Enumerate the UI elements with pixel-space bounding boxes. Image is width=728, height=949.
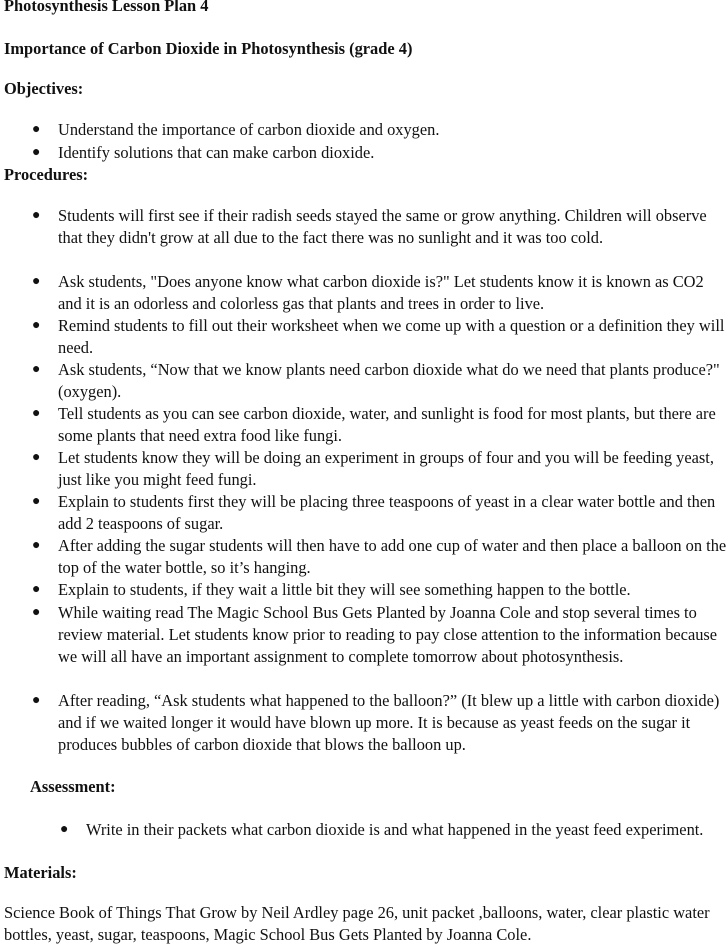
materials-heading: Materials: — [4, 863, 77, 882]
document-title: Photosynthesis Lesson Plan 4 — [4, 0, 209, 15]
procedure-text: Explain to students first they will be placing three teaspoons of yeast in a clear water bottle and then add 2 teaspoons of sugar. — [58, 492, 716, 533]
assessment-text: Write in their packets what carbon dioxide is and what happened in the yeast feed experiment. — [86, 820, 704, 839]
objective-text: Understand the importance of carbon dioxide and oxygen. — [58, 120, 440, 139]
procedure-text: After adding the sugar students will then have to add one cup of water and then place a balloon on the top of the water bottle, so it’s hanging. — [58, 536, 727, 577]
bullet-icon: ● — [32, 494, 41, 509]
procedure-text: Remind students to fill out their worksheet when we come up with a question or a definition they will need. — [58, 316, 725, 357]
bullet-icon: ● — [32, 406, 41, 421]
procedure-text: Students will first see if their radish seeds stayed the same or grow anything. Children will observe that they didn't grow at all due to the fact there was no sunlight and it was too cold. — [58, 206, 707, 247]
procedure-text: Explain to students, if they wait a little bit they will see something happen to the bottle. — [58, 580, 631, 599]
document-subtitle: Importance of Carbon Dioxide in Photosynthesis (grade 4) — [4, 39, 413, 58]
objective-text: Identify solutions that can make carbon dioxide. — [58, 143, 375, 162]
bullet-icon: ● — [32, 538, 41, 553]
bullet-icon: ● — [32, 318, 41, 333]
bullet-icon: ● — [32, 122, 41, 137]
objectives-heading: Objectives: — [4, 79, 84, 98]
procedure-text: Let students know they will be doing an experiment in groups of four and you will be feeding yeast, just like you might feed fungi. — [58, 448, 714, 489]
procedure-text: While waiting read The Magic School Bus Gets Planted by Joanna Cole and stop several times to review material. Let students know prior to reading to pay close attention to the information because we will all have an important assignment to complete tomorrow about photosynthesis. — [58, 603, 718, 666]
bullet-icon: ● — [32, 605, 41, 620]
procedure-text: Ask students, “Now that we know plants need carbon dioxide what do we need that plants produce?" (oxygen). — [58, 360, 720, 401]
bullet-icon: ● — [32, 450, 41, 465]
materials-text: Science Book of Things That Grow by Neil Ardley page 26, unit packet ,balloons, water, clear plastic water bottles, yeast, sugar, teaspoons, Magic School Bus Gets Planted by Joanna Cole. — [4, 903, 710, 944]
assessment-heading: Assessment: — [30, 777, 116, 796]
bullet-icon: ● — [32, 145, 41, 160]
bullet-icon: ● — [32, 582, 41, 597]
procedure-text: After reading, “Ask students what happened to the balloon?” (It blew up a little with carbon dioxide) and if we waited longer it would have blown up more. It is because as yeast feeds on the sugar it produces bubbles of carbon dioxide that blows the balloon up. — [58, 691, 720, 754]
bullet-icon: ● — [32, 208, 41, 223]
bullet-icon: ● — [32, 693, 41, 708]
bullet-icon: ● — [32, 362, 41, 377]
procedure-text: Ask students, "Does anyone know what carbon dioxide is?" Let students know it is known as CO2 and it is an odorless and colorless gas that plants and trees in order to live. — [58, 272, 704, 313]
bullet-icon: ● — [60, 822, 69, 837]
procedures-heading: Procedures: — [4, 165, 89, 184]
procedure-text: Tell students as you can see carbon dioxide, water, and sunlight is food for most plants, but there are some plants that need extra food like fungi. — [58, 404, 716, 445]
bullet-icon: ● — [32, 274, 41, 289]
